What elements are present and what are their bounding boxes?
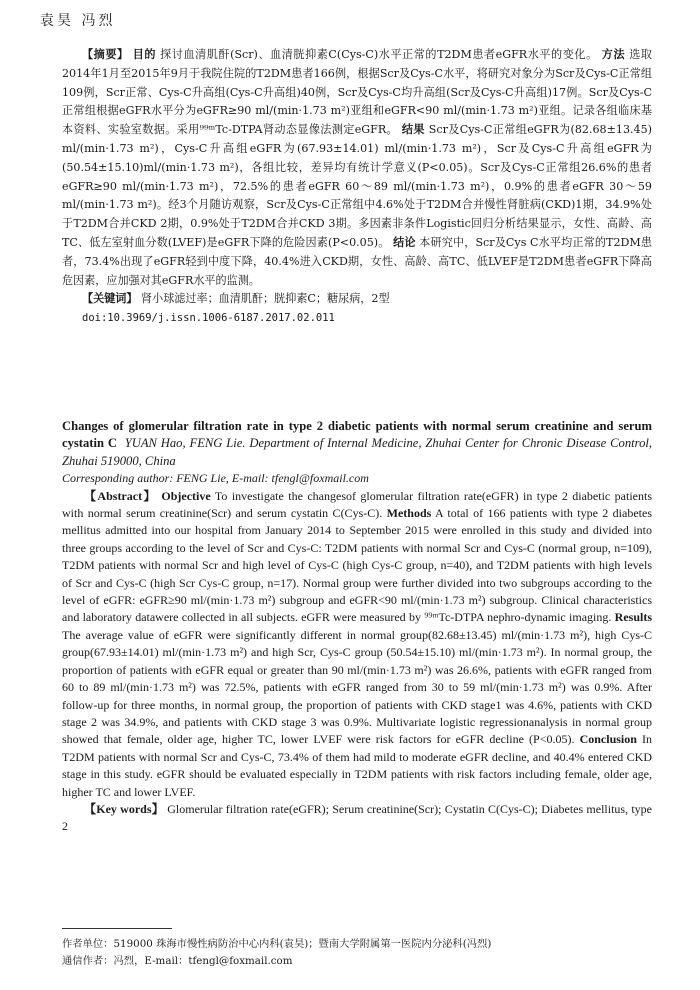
cn-conclusion-label: 结论 (393, 235, 416, 249)
footnote-corresponding: 通信作者：冯烈，E-mail：tfengl@foxmail.com (62, 955, 293, 967)
english-authors-affiliation: YUAN Hao, FENG Lie. Department of Internal Medicine, Zhuhai Center for Chronic Disease Control, Zhuhai 519000, China (62, 436, 653, 468)
footnote-affiliation: 作者单位：519000 珠海市慢性病防治中心内科(袁昊)；暨南大学附属第一医院内分泌科(冯烈) (62, 938, 492, 950)
en-methods-label: Methods (386, 506, 432, 521)
running-header-authors: 袁昊 冯烈 (40, 13, 116, 29)
english-title-text: Changes of glomerular filtration rate in type 2 diabetic patients with normal serum creatinine and serum cystatin C (62, 419, 652, 451)
cn-objective-text: 探讨血清肌酐(Scr)、血清胱抑素C(Cys-C)水平正常的T2DM患者eGFR水平的变化。 (160, 48, 598, 61)
chinese-abstract-body (62, 46, 652, 290)
en-objective-label: Objective (161, 488, 211, 503)
cn-results-label: 结果 (401, 123, 425, 137)
cn-abstract-label: 【摘要】 (82, 48, 129, 61)
english-abstract-body (62, 488, 652, 801)
en-results-text: The average value of eGFR were significantly different in normal group(82.68±13.45) ml/(min·1.73 m²), high Cys-C group(67.93±14.01) ml/(min·1.73 m²) and high Scr, Cys-C group (50.54±15.10) ml/(min·1.73 m²). In normal group, the proportion of patients with eGFR equal or greater than 90 ml/(min·1.73 m²) was 26.6%, patients with eGFR ranged from 60 to 89 ml/(min·1.73 m²) was 72.5%, patients with eGFR ranged from 30 to 59 ml/(min·1.73 m²) was 0.9%. After follow-up for three months, in normal group, the proportion of patients with CKD stage1 was 4.6%, patients with CKD stage 2 was 34.9%, and patients with CKD stage 3 was 0.9%. Multivariate logistic regressionanalysis in normal group showed that female, older age, higher TC, lower LVEF were risk factors for eGFR decline (P<0.05). (62, 627, 652, 747)
cn-conclusion-text: 本研究中，Scr及Cys C水平均正常的T2DM患者，73.4%出现了eGFR轻到中度下降，40.4%进入CKD期，女性、高龄、高TC、低LVEF是T2DM患者eGFR下降高危因素，应加强对其eGFR水平的监测。 (62, 235, 653, 287)
en-conclusion-label: Conclusion (579, 732, 637, 747)
english-title (62, 418, 652, 470)
en-keywords-label: 【Key words】 (84, 801, 164, 816)
cn-keywords-label: 【关键词】 (82, 292, 138, 306)
english-corresponding-author: Corresponding author: FENG Lie, E-mail: tfengl@foxmail.com (62, 471, 369, 486)
footnote (62, 936, 662, 970)
en-abstract-label: 【Abstract】 (84, 488, 157, 503)
english-keywords (62, 801, 652, 836)
en-methods-text: A total of 166 patients with type 2 diabetes mellitus admitted into our hospital from January 2014 to September 2015 were enrolled in this study and divided into three groups according to the level of Scr and Cys-C: T2DM patients with normal Scr and Cys-C (normal group, n=109), T2DM patients with normal Scr and high level of Cys-C (high Cys-C group, n=40), and T2DM patients with high levels of Scr and Cys-C (high Scr Cys-C group, n=17). Normal group were further divided into two subgroups according to the level of eGFR: eGFR≥90 ml/(min·1.73 m²) subgroup and eGFR<90 ml/(min·1.73 m²) subgroup. Clinical characteristics and laboratory datawere collected in all subjects. eGFR were measured by ⁹⁹ᵐTc-DTPA nephro-dynamic imaging. (62, 506, 653, 625)
cn-keywords-text: 肾小球滤过率；血清肌酐；胱抑素C；糖尿病，2型 (141, 292, 390, 306)
footnote-divider (62, 928, 172, 929)
en-conclusion-text: In T2DM patients with normal Scr and Cys-C, 73.4% of them had mild to moderate eGFR decline, and 40.4% entered CKD stage in this study. eGFR should be evaluated especially in T2DM patients with risk factors including female, older age, higher TC and lower LVEF. (62, 732, 652, 799)
en-keywords-text: Glomerular filtration rate(eGFR); Serum creatinine(Scr); Cystatin C(Cys-C); Diabetes mellitus, type 2 (62, 801, 652, 834)
en-objective-text: To investigate the changesof glomerular filtration rate(eGFR) in type 2 diabetic patients with normal serum creatinine(Scr) and serum cystatin C(Cys-C). (62, 488, 653, 521)
chinese-keywords (62, 290, 652, 309)
doi-line (62, 309, 652, 328)
cn-results-text: Scr及Cys-C正常组eGFR为(82.68±13.45) ml/(min·1.73 m²)，Cys-C升高组eGFR为(67.93±14.01) ml/(min·1.73 m²)，Scr及Cys-C升高组eGFR为(50.54±15.10)ml/(min·1.73 m²)，各组比较，差异均有统计学意义(P<0.05)。Scr及Cys-C正常组26.6%的患者eGFR≥90 ml/(min·1.73 m²)，72.5%的患者eGFR 60～89 ml/(min·1.73 m²)，0.9%的患者eGFR 30～59 ml/(min·1.73 m²)。经3个月随访观察，Scr及Cys-C正常组中4.6%处于T2DM合并慢性肾脏病(CKD)1期，34.9%处于T2DM合并CKD 2期，0.9%处于T2DM合并CKD 3期。多因素非条件Logistic回归分析结果显示，女性、高龄、高TC、低左室射血分数(LVEF)是eGFR下降的危险因素(P<0.05)。 (62, 123, 652, 249)
doi: doi:10.3969/j.issn.1006-6187.2017.02.011 (82, 312, 335, 325)
cn-methods-label: 方法 (601, 48, 626, 61)
cn-methods-text: 选取2014年1月至2015年9月于我院住院的T2DM患者166例，根据Scr及Cys-C水平，将研究对象分为Scr及Cys-C正常组109例，Scr正常、Cys-C升高组(Cys-C升高组)40例，Scr及Cys-C均升高组(Scr及Cys-C升高组)17例。Scr及Cys-C正常组根据eGFR水平分为eGFR≥90 ml/(min·1.73 m²)亚组和eGFR<90 ml/(min·1.73 m²)亚组。记录各组临床基本资料、实验室数据。采用⁹⁹ᵐTc-DTPA肾动态显像法测定eGFR。 (62, 48, 652, 137)
cn-objective-label: 目的 (132, 48, 157, 61)
chinese-abstract (62, 46, 652, 328)
en-results-label: Results (614, 610, 652, 625)
english-abstract (62, 418, 652, 836)
